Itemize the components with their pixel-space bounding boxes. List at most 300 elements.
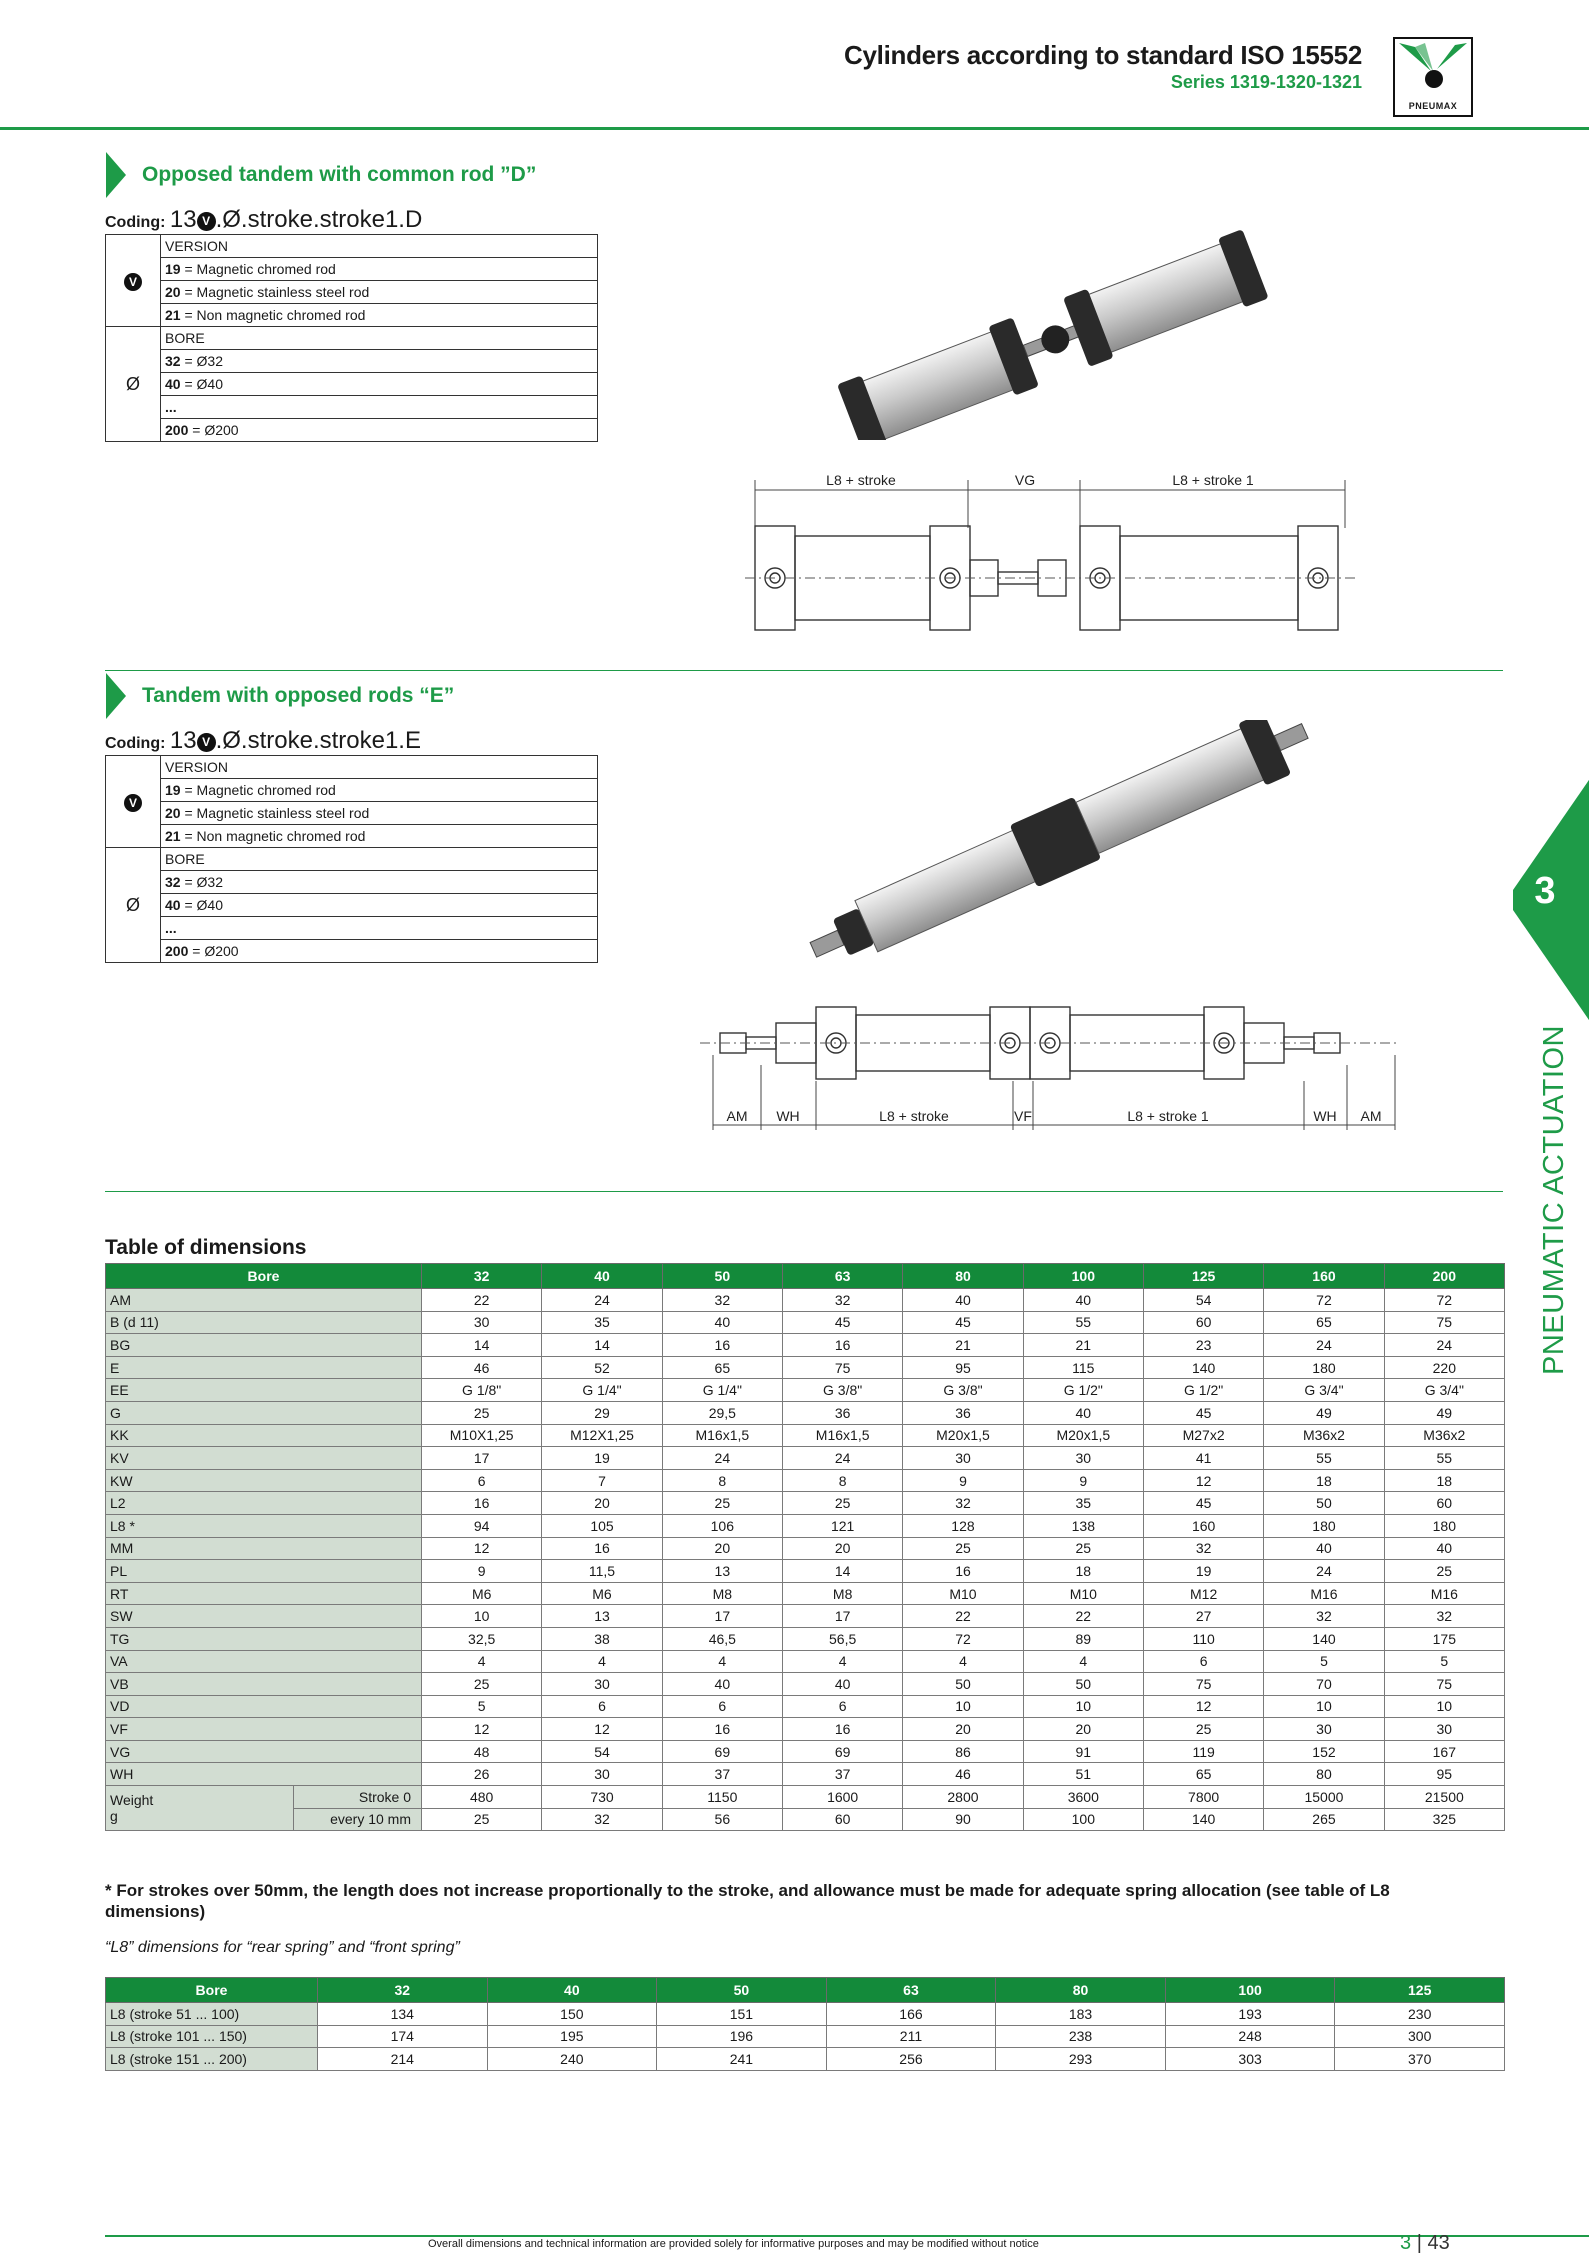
table-cell: 121 xyxy=(782,1514,902,1537)
table-cell: 40 xyxy=(1023,1401,1143,1424)
weight-label-top: Weight xyxy=(110,1792,154,1809)
table-cell: 32 xyxy=(1384,1605,1504,1628)
table-cell: 69 xyxy=(782,1740,902,1763)
code-prefix: 13 xyxy=(169,727,197,754)
table-cell: 25 xyxy=(422,1401,542,1424)
bore-symbol: Ø xyxy=(106,327,161,442)
table-cell: 16 xyxy=(662,1718,782,1741)
l8-caption: “L8” dimensions for “rear spring” and “front spring” xyxy=(105,1939,460,1956)
bore-col: 80 xyxy=(903,1264,1023,1289)
table-cell: G 1/2" xyxy=(1143,1379,1263,1402)
table-cell: 10 xyxy=(1264,1695,1384,1718)
table-cell: 134 xyxy=(318,2003,488,2026)
table-cell: 41 xyxy=(1143,1447,1263,1470)
table-cell: G 1/4" xyxy=(662,1379,782,1402)
code-suffix: .Ø.stroke.stroke1.E xyxy=(215,727,421,754)
table-cell: 45 xyxy=(782,1311,902,1334)
table-cell: 46 xyxy=(903,1763,1023,1786)
version-option: 20 = Magnetic stainless steel rod xyxy=(161,802,598,825)
page-divider: | xyxy=(1416,2232,1422,2254)
row-label: RT xyxy=(106,1582,422,1605)
dim-vg: VG xyxy=(1014,472,1036,488)
bore-col: 63 xyxy=(782,1264,902,1289)
table-cell: M10 xyxy=(903,1582,1023,1605)
table-cell: 70 xyxy=(1264,1673,1384,1696)
table-cell: 12 xyxy=(542,1718,662,1741)
logo-mark-icon xyxy=(1395,39,1471,99)
table-cell: 10 xyxy=(903,1695,1023,1718)
table-cell: 12 xyxy=(422,1718,542,1741)
table-cell: 138 xyxy=(1023,1514,1143,1537)
table-cell: 8 xyxy=(782,1469,902,1492)
version-symbol-icon: V xyxy=(197,733,216,752)
table-cell: 6 xyxy=(422,1469,542,1492)
table-cell: 50 xyxy=(1023,1673,1143,1696)
tandem-d-product-image xyxy=(820,200,1280,440)
table-cell: 370 xyxy=(1335,2048,1505,2071)
table-cell: 80 xyxy=(1264,1763,1384,1786)
chapter-title: PNEUMATIC ACTUATION xyxy=(1538,1025,1570,1375)
table-cell: M16 xyxy=(1384,1582,1504,1605)
dim-wh: WH xyxy=(776,1108,800,1124)
table-cell: 30 xyxy=(542,1763,662,1786)
table-cell: 2800 xyxy=(903,1786,1023,1809)
table-cell: 32 xyxy=(1264,1605,1384,1628)
table-cell: 16 xyxy=(542,1537,662,1560)
table-cell: 24 xyxy=(662,1447,782,1470)
table-cell: 230 xyxy=(1335,2003,1505,2026)
table-cell: 24 xyxy=(1264,1560,1384,1583)
table-cell: M36x2 xyxy=(1264,1424,1384,1447)
table-cell: G 3/4" xyxy=(1384,1379,1504,1402)
table-cell: 95 xyxy=(903,1356,1023,1379)
table-cell: 40 xyxy=(1023,1289,1143,1312)
dim-wh: WH xyxy=(1313,1108,1337,1124)
table-cell: 75 xyxy=(1384,1311,1504,1334)
bore-head: BORE xyxy=(161,327,598,350)
row-label: G xyxy=(106,1401,422,1424)
table-cell: 32 xyxy=(903,1492,1023,1515)
table-cell: 150 xyxy=(487,2003,657,2026)
table-cell: 180 xyxy=(1264,1514,1384,1537)
table-cell: 40 xyxy=(903,1289,1023,1312)
table-cell: 91 xyxy=(1023,1740,1143,1763)
row-label: B (d 11) xyxy=(106,1311,422,1334)
table-cell: 238 xyxy=(996,2025,1166,2048)
table-cell: 21 xyxy=(903,1334,1023,1357)
table-cell: 17 xyxy=(422,1447,542,1470)
table-cell: 72 xyxy=(1384,1289,1504,1312)
table-row xyxy=(106,1379,1505,1402)
row-label: MM xyxy=(106,1537,422,1560)
table-row xyxy=(106,1334,1505,1357)
table-cell: M27x2 xyxy=(1143,1424,1263,1447)
row-label: VB xyxy=(106,1673,422,1696)
table-cell: M16x1,5 xyxy=(782,1424,902,1447)
row-label: L8 (stroke 51 ... 100) xyxy=(106,2003,318,2026)
table-cell: 15000 xyxy=(1264,1786,1384,1809)
table-cell: 30 xyxy=(1384,1718,1504,1741)
table-cell: 12 xyxy=(422,1537,542,1560)
table-cell: 38 xyxy=(542,1627,662,1650)
table-cell: 24 xyxy=(1384,1334,1504,1357)
table-cell: 32 xyxy=(782,1289,902,1312)
table-cell: 241 xyxy=(657,2048,827,2071)
table-cell: 167 xyxy=(1384,1740,1504,1763)
table-cell: 25 xyxy=(782,1492,902,1515)
table-cell: 40 xyxy=(1384,1537,1504,1560)
table-cell: 54 xyxy=(1143,1289,1263,1312)
table-cell: 140 xyxy=(1143,1808,1263,1831)
table-cell: 60 xyxy=(782,1808,902,1831)
table-cell: 220 xyxy=(1384,1356,1504,1379)
page-title: Cylinders according to standard ISO 15552 xyxy=(844,40,1362,70)
table-cell: 16 xyxy=(662,1334,782,1357)
table-cell: 55 xyxy=(1264,1447,1384,1470)
bore-col: 160 xyxy=(1264,1264,1384,1289)
series-subtitle: Series 1319-1320-1321 xyxy=(1170,72,1362,92)
table-cell: 49 xyxy=(1264,1401,1384,1424)
dimensions-table xyxy=(105,1263,1505,1831)
tandem-d-dimension-drawing xyxy=(745,468,1355,638)
table-cell: 69 xyxy=(662,1740,782,1763)
table-cell: 196 xyxy=(657,2025,827,2048)
table-cell: 20 xyxy=(1023,1718,1143,1741)
table-cell: 36 xyxy=(903,1401,1023,1424)
table-cell: 16 xyxy=(422,1492,542,1515)
page-ref: 43 xyxy=(1427,2232,1450,2254)
table-row xyxy=(106,1605,1505,1628)
table-cell: 95 xyxy=(1384,1763,1504,1786)
table-cell: 21500 xyxy=(1384,1786,1504,1809)
table-cell: 37 xyxy=(662,1763,782,1786)
table-cell: 14 xyxy=(422,1334,542,1357)
table-row xyxy=(106,1424,1505,1447)
table-cell: M8 xyxy=(662,1582,782,1605)
table-cell: 10 xyxy=(422,1605,542,1628)
table-row xyxy=(106,1447,1505,1470)
table-cell: 4 xyxy=(542,1650,662,1673)
version-option: 21 = Non magnetic chromed rod xyxy=(161,304,598,327)
table-cell: 25 xyxy=(1023,1537,1143,1560)
bore-col: 80 xyxy=(996,1978,1166,2003)
version-option: 19 = Magnetic chromed rod xyxy=(161,258,598,281)
table-cell: 303 xyxy=(1165,2048,1335,2071)
table-cell: 65 xyxy=(1264,1311,1384,1334)
table-cell: 6 xyxy=(662,1695,782,1718)
version-option: 20 = Magnetic stainless steel rod xyxy=(161,281,598,304)
table-cell: 48 xyxy=(422,1740,542,1763)
table-cell: 35 xyxy=(542,1311,662,1334)
row-label: WH xyxy=(106,1763,422,1786)
section-arrow-icon xyxy=(106,673,126,719)
table-cell: 20 xyxy=(542,1492,662,1515)
table-cell: 19 xyxy=(542,1447,662,1470)
table-cell: 46 xyxy=(422,1356,542,1379)
table-row xyxy=(106,1469,1505,1492)
version-option: 21 = Non magnetic chromed rod xyxy=(161,825,598,848)
bore-col: 32 xyxy=(318,1978,488,2003)
table-cell: 5 xyxy=(422,1695,542,1718)
table-cell: 6 xyxy=(542,1695,662,1718)
version-head: VERSION xyxy=(161,756,598,779)
table-header-row xyxy=(106,1978,1505,2003)
section-d-coding xyxy=(105,206,422,234)
table-cell: 180 xyxy=(1384,1514,1504,1537)
table-cell: 54 xyxy=(542,1740,662,1763)
bore-symbol: Ø xyxy=(106,848,161,963)
section-d-coding-table xyxy=(105,234,598,442)
table-cell: 25 xyxy=(422,1673,542,1696)
code-prefix: 13 xyxy=(169,206,197,233)
weight-label-unit: g xyxy=(110,1808,118,1825)
table-cell: 106 xyxy=(662,1514,782,1537)
table-cell: 195 xyxy=(487,2025,657,2048)
table-cell: 30 xyxy=(422,1311,542,1334)
table-cell: 72 xyxy=(1264,1289,1384,1312)
table-cell: 25 xyxy=(422,1808,542,1831)
bore-option: ... xyxy=(161,396,598,419)
table-cell: 5 xyxy=(1264,1650,1384,1673)
bore-col: 125 xyxy=(1335,1978,1505,2003)
table-cell: 60 xyxy=(1384,1492,1504,1515)
table-cell: M20x1,5 xyxy=(1023,1424,1143,1447)
bore-header: Bore xyxy=(106,1264,422,1289)
table-row xyxy=(106,1492,1505,1515)
table-cell: M12X1,25 xyxy=(542,1424,662,1447)
table-cell: 22 xyxy=(1023,1605,1143,1628)
bore-option: 200 = Ø200 xyxy=(161,419,598,442)
table-cell: 56,5 xyxy=(782,1627,902,1650)
row-label: KK xyxy=(106,1424,422,1447)
table-cell: 40 xyxy=(662,1311,782,1334)
table-cell: 40 xyxy=(662,1673,782,1696)
table-cell: 480 xyxy=(422,1786,542,1809)
coding-label: Coding: xyxy=(105,735,166,752)
table-cell: G 3/8" xyxy=(782,1379,902,1402)
table-cell: G 1/2" xyxy=(1023,1379,1143,1402)
bore-col: 100 xyxy=(1165,1978,1335,2003)
table-cell: 20 xyxy=(662,1537,782,1560)
bore-option: 200 = Ø200 xyxy=(161,940,598,963)
table-row xyxy=(106,1718,1505,1741)
bore-col: 50 xyxy=(657,1978,827,2003)
section-e-title: Tandem with opposed rods “E” xyxy=(142,684,455,707)
tandem-e-dimension-drawing xyxy=(700,995,1410,1135)
bore-option: ... xyxy=(161,917,598,940)
table-cell: 265 xyxy=(1264,1808,1384,1831)
row-label: AM xyxy=(106,1289,422,1312)
dim-l8-stroke1: L8 + stroke 1 xyxy=(1172,472,1254,488)
table-cell: 25 xyxy=(1143,1718,1263,1741)
row-label: L8 (stroke 101 ... 150) xyxy=(106,2025,318,2048)
code-suffix: .Ø.stroke.stroke1.D xyxy=(215,206,423,233)
pneumax-logo xyxy=(1393,37,1473,117)
table-cell: 16 xyxy=(782,1718,902,1741)
table-cell: 49 xyxy=(1384,1401,1504,1424)
chapter-ref: 3 xyxy=(1400,2232,1412,2254)
table-row xyxy=(106,2003,1505,2026)
table-cell: 211 xyxy=(826,2025,996,2048)
table-cell: 12 xyxy=(1143,1469,1263,1492)
footer-divider xyxy=(105,2235,1589,2237)
table-cell: 14 xyxy=(782,1560,902,1583)
row-label: KW xyxy=(106,1469,422,1492)
table-cell: 50 xyxy=(903,1673,1023,1696)
table-cell: G 3/4" xyxy=(1264,1379,1384,1402)
bore-col: 50 xyxy=(662,1264,782,1289)
table-cell: 32,5 xyxy=(422,1627,542,1650)
table-row xyxy=(106,1560,1505,1583)
table-cell: 13 xyxy=(542,1605,662,1628)
table-cell: 30 xyxy=(542,1673,662,1696)
table-cell: M12 xyxy=(1143,1582,1263,1605)
table-cell: 51 xyxy=(1023,1763,1143,1786)
table-cell: 119 xyxy=(1143,1740,1263,1763)
bore-col: 200 xyxy=(1384,1264,1504,1289)
table-cell: 152 xyxy=(1264,1740,1384,1763)
table-cell: 25 xyxy=(662,1492,782,1515)
table-cell: 90 xyxy=(903,1808,1023,1831)
table-cell: G 3/8" xyxy=(903,1379,1023,1402)
bore-col: 40 xyxy=(487,1978,657,2003)
row-label: EE xyxy=(106,1379,422,1402)
table-cell: M16x1,5 xyxy=(662,1424,782,1447)
dimensions-table-title: Table of dimensions xyxy=(105,1236,307,1259)
page-number xyxy=(1400,2232,1450,2255)
table-cell: 4 xyxy=(1023,1650,1143,1673)
table-cell: 45 xyxy=(1143,1401,1263,1424)
row-label: L8 * xyxy=(106,1514,422,1537)
dim-vf: VF xyxy=(1014,1108,1032,1124)
table-cell: M6 xyxy=(422,1582,542,1605)
table-cell: 60 xyxy=(1143,1311,1263,1334)
table-cell: 17 xyxy=(662,1605,782,1628)
table-cell: 29,5 xyxy=(662,1401,782,1424)
version-symbol-icon: V xyxy=(124,273,142,291)
section-divider xyxy=(105,1191,1503,1192)
table-row xyxy=(106,2025,1505,2048)
table-cell: 45 xyxy=(1143,1492,1263,1515)
table-cell: 110 xyxy=(1143,1627,1263,1650)
version-symbol-icon: V xyxy=(124,794,142,812)
table-cell: 30 xyxy=(1023,1447,1143,1470)
table-cell: 100 xyxy=(1023,1808,1143,1831)
row-label: TG xyxy=(106,1627,422,1650)
table-cell: 140 xyxy=(1143,1356,1263,1379)
tandem-e-product-image xyxy=(770,720,1350,960)
row-label: BG xyxy=(106,1334,422,1357)
table-cell: M10X1,25 xyxy=(422,1424,542,1447)
table-cell: 72 xyxy=(903,1627,1023,1650)
row-label: PL xyxy=(106,1560,422,1583)
table-cell: 300 xyxy=(1335,2025,1505,2048)
table-cell: 21 xyxy=(1023,1334,1143,1357)
table-cell: 65 xyxy=(1143,1763,1263,1786)
table-cell: 75 xyxy=(1143,1673,1263,1696)
table-cell: 160 xyxy=(1143,1514,1263,1537)
l8-table xyxy=(105,1977,1505,2071)
table-cell: 4 xyxy=(782,1650,902,1673)
coding-label: Coding: xyxy=(105,214,166,231)
table-cell: 9 xyxy=(1023,1469,1143,1492)
table-cell: 32 xyxy=(542,1808,662,1831)
table-cell: 180 xyxy=(1264,1356,1384,1379)
table-cell: 240 xyxy=(487,2048,657,2071)
table-cell: 30 xyxy=(1264,1718,1384,1741)
table-cell: M16 xyxy=(1264,1582,1384,1605)
table-cell: 40 xyxy=(782,1673,902,1696)
bore-option: 40 = Ø40 xyxy=(161,373,598,396)
table-cell: 7800 xyxy=(1143,1786,1263,1809)
table-cell: 65 xyxy=(662,1356,782,1379)
table-row xyxy=(106,1356,1505,1379)
table-cell: 40 xyxy=(1264,1537,1384,1560)
table-cell: 94 xyxy=(422,1514,542,1537)
table-header-row xyxy=(106,1264,1505,1289)
table-cell: 24 xyxy=(1264,1334,1384,1357)
table-cell: 6 xyxy=(782,1695,902,1718)
row-label: VG xyxy=(106,1740,422,1763)
table-row xyxy=(106,1627,1505,1650)
table-cell: 17 xyxy=(782,1605,902,1628)
table-cell: 25 xyxy=(903,1537,1023,1560)
table-cell: 22 xyxy=(422,1289,542,1312)
table-cell: G 1/4" xyxy=(542,1379,662,1402)
table-cell: 1600 xyxy=(782,1786,902,1809)
table-cell: 128 xyxy=(903,1514,1023,1537)
table-cell: 9 xyxy=(422,1560,542,1583)
table-cell: 18 xyxy=(1023,1560,1143,1583)
weight-sublabel: every 10 mm xyxy=(294,1808,422,1831)
table-row xyxy=(106,1289,1505,1312)
table-cell: 115 xyxy=(1023,1356,1143,1379)
section-d-title: Opposed tandem with common rod ”D” xyxy=(142,163,537,186)
table-cell: M10 xyxy=(1023,1582,1143,1605)
table-cell: 3600 xyxy=(1023,1786,1143,1809)
table-row xyxy=(106,1401,1505,1424)
table-cell: 24 xyxy=(542,1289,662,1312)
table-cell: 55 xyxy=(1384,1447,1504,1470)
row-label: VA xyxy=(106,1650,422,1673)
row-label: VF xyxy=(106,1718,422,1741)
table-row xyxy=(106,1537,1505,1560)
row-label: L8 (stroke 151 ... 200) xyxy=(106,2048,318,2071)
table-cell: 20 xyxy=(782,1537,902,1560)
table-cell: 16 xyxy=(782,1334,902,1357)
row-label: VD xyxy=(106,1695,422,1718)
table-cell: 4 xyxy=(903,1650,1023,1673)
table-cell: 52 xyxy=(542,1356,662,1379)
table-cell: 18 xyxy=(1384,1469,1504,1492)
bore-option: 32 = Ø32 xyxy=(161,350,598,373)
table-cell: 19 xyxy=(1143,1560,1263,1583)
table-cell: 183 xyxy=(996,2003,1166,2026)
table-cell: 105 xyxy=(542,1514,662,1537)
table-row xyxy=(106,1582,1505,1605)
table-cell: 325 xyxy=(1384,1808,1504,1831)
table-cell: M36x2 xyxy=(1384,1424,1504,1447)
table-cell: M20x1,5 xyxy=(903,1424,1023,1447)
table-cell: M8 xyxy=(782,1582,902,1605)
dim-l8-stroke: L8 + stroke xyxy=(826,472,896,488)
table-cell: 14 xyxy=(542,1334,662,1357)
table-cell: 75 xyxy=(782,1356,902,1379)
table-cell: 18 xyxy=(1264,1469,1384,1492)
table-row xyxy=(106,1695,1505,1718)
table-cell: M6 xyxy=(542,1582,662,1605)
bore-option: 40 = Ø40 xyxy=(161,894,598,917)
